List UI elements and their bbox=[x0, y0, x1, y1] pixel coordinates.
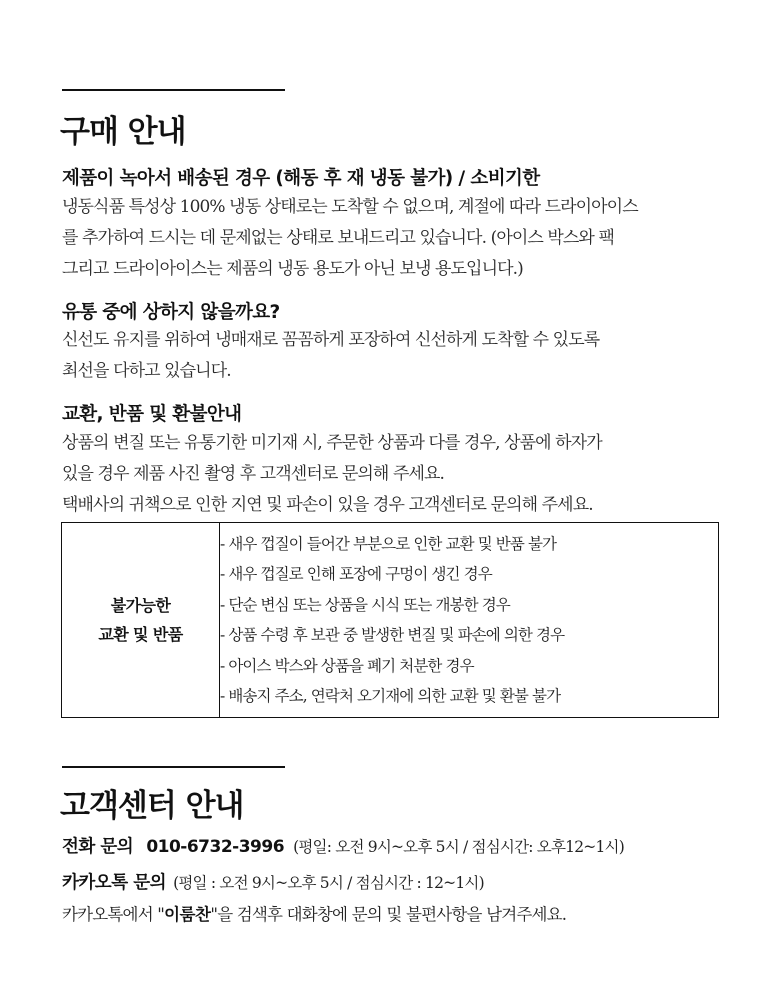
exchange-refund-heading: 교환, 반품 및 환불안내 bbox=[62, 404, 242, 425]
kakao-note bbox=[62, 901, 566, 925]
table-label-line: 불가능한 bbox=[110, 596, 171, 615]
list-item: - 배송지 주소, 연락처 오기재에 의한 교환 및 환불 불가 bbox=[220, 687, 561, 705]
table-items-cell bbox=[220, 523, 719, 718]
table-label-cell bbox=[62, 523, 220, 718]
kakao-inquiry-row bbox=[62, 869, 484, 894]
phone-inquiry-label: 전화 문의 bbox=[62, 837, 134, 857]
text-line: 택배사의 귀책으로 인한 지연 및 파손이 있을 경우 고객센터로 문의해 주세요. bbox=[62, 495, 593, 515]
kakao-hours: (평일 : 오전 9시~오후 5시 / 점심시간 : 12~1시) bbox=[173, 874, 484, 892]
kakao-note-suffix: "을 검색후 대화창에 문의 및 불편사항을 남겨주세요. bbox=[210, 905, 567, 924]
text-line: 냉동식품 특성상 100% 냉동 상태로는 도착할 수 없으며, 계절에 따라 드라이아이스 bbox=[62, 197, 638, 217]
section-divider bbox=[62, 89, 285, 91]
exchange-refund-text bbox=[62, 428, 602, 521]
list-item: - 상품 수령 후 보관 중 발생한 변질 및 파손에 의한 경우 bbox=[220, 626, 565, 644]
table-label-line: 교환 및 반품 bbox=[98, 625, 183, 644]
text-line: 있을 경우 제품 사진 촬영 후 고객센터로 문의해 주세요. bbox=[62, 464, 445, 484]
list-item: - 새우 껍질이 들어간 부분으로 인한 교환 및 반품 불가 bbox=[220, 534, 557, 553]
text-line: 를 추가하여 드시는 데 문제없는 상태로 보내드리고 있습니다. (아이스 박스와 팩 bbox=[62, 228, 614, 248]
customer-center-title: 고객센터 안내 bbox=[60, 788, 244, 824]
text-line: 최선을 다하고 있습니다. bbox=[62, 361, 231, 381]
text-line: 상품의 변질 또는 유통기한 미기재 시, 주문한 상품과 다를 경우, 상품에 하자가 bbox=[62, 433, 602, 453]
list-item: - 아이스 박스와 상품을 폐기 처분한 경우 bbox=[220, 656, 474, 675]
kakao-note-prefix: 카카오톡에서 " bbox=[62, 905, 165, 924]
melted-product-text bbox=[62, 192, 638, 285]
spoilage-text bbox=[62, 325, 599, 387]
text-line: 그리고 드라이아이스는 제품의 냉동 용도가 아닌 보냉 용도입니다.) bbox=[62, 259, 523, 279]
spoilage-heading: 유통 중에 상하지 않을까요? bbox=[62, 302, 280, 323]
text-line: 신선도 유지를 위하여 냉매재로 꼼꼼하게 포장하여 신선하게 도착할 수 있도록 bbox=[62, 330, 600, 350]
section-divider bbox=[62, 766, 285, 768]
list-item: - 단순 변심 또는 상품을 시식 또는 개봉한 경우 bbox=[220, 595, 510, 614]
kakao-inquiry-label: 카카오톡 문의 bbox=[62, 873, 167, 893]
list-item: - 새우 껍질로 인해 포장에 구멍이 생긴 경우 bbox=[220, 565, 492, 583]
kakao-search-term: 이룸찬 bbox=[164, 905, 211, 924]
melted-product-heading: 제품이 녹아서 배송된 경우 (해동 후 재 냉동 불가) / 소비기한 bbox=[62, 168, 540, 189]
purchase-guide-title: 구매 안내 bbox=[60, 114, 186, 150]
phone-number: 010-6732-3996 bbox=[146, 837, 285, 857]
non-returnable-table bbox=[61, 522, 719, 718]
phone-hours: (평일: 오전 9시~오후 5시 / 점심시간: 오후12~1시) bbox=[293, 838, 624, 856]
phone-inquiry-row bbox=[62, 833, 624, 858]
